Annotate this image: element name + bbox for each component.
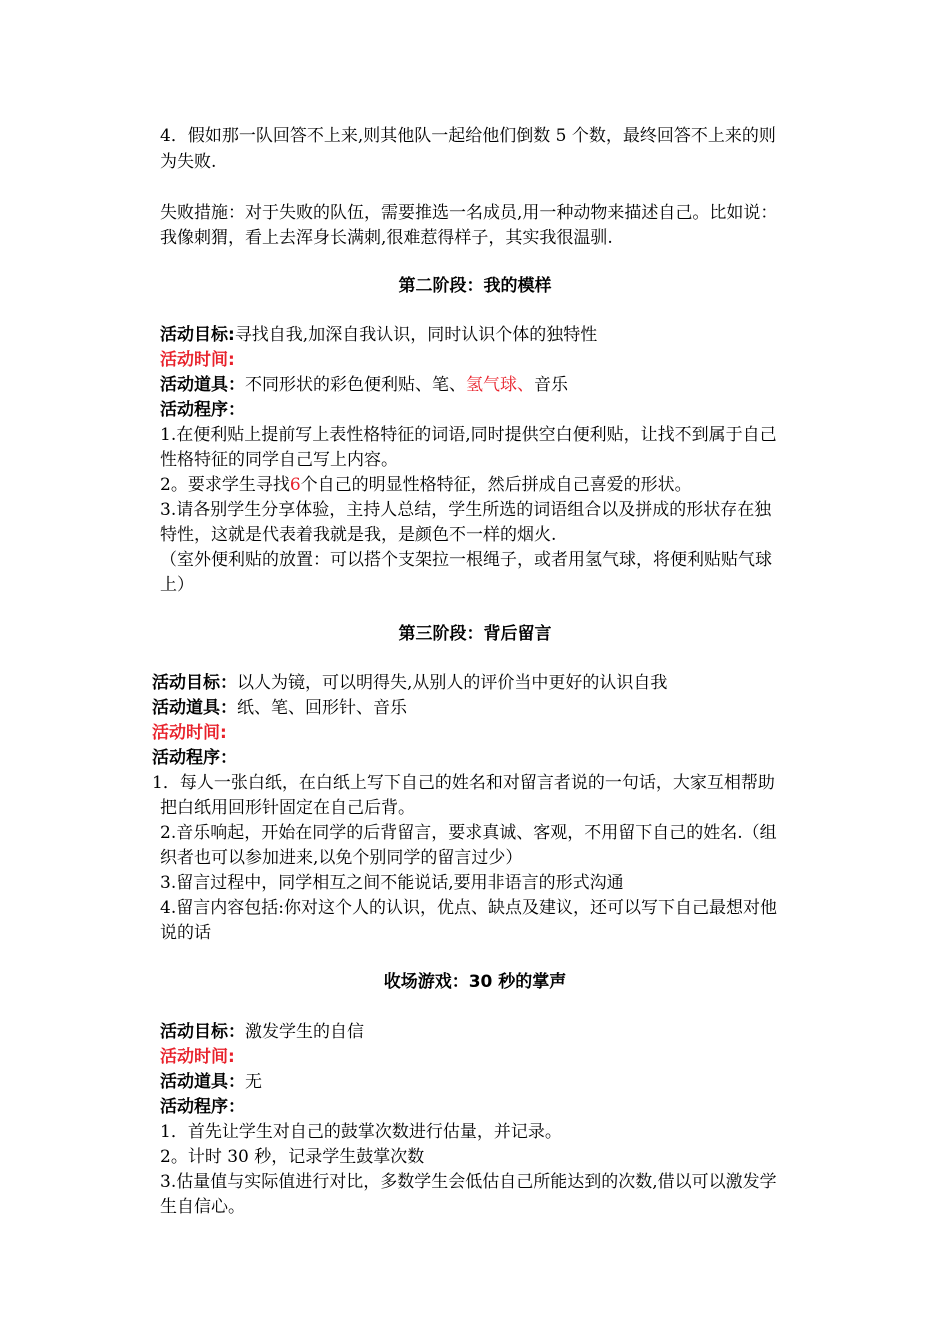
stage2-step3-line-1: 3.请各别学生分享体验，主持人总结，学生所选的词语组合以及拼成的形状存在独 <box>160 500 772 520</box>
stage3-step4-line-1: 4.留言内容包括:你对这个人的认识，优点、缺点及建议，还可以写下自己最想对他 <box>160 898 777 918</box>
stage2-props-label: 活动道具： <box>160 375 245 395</box>
closing-step2: 2。计时 30 秒，记录学生鼓掌次数 <box>160 1147 425 1167</box>
stage2-step1-line-2: 性格特征的同学自己写上内容。 <box>160 450 398 470</box>
stage3-step4-line-2: 说的话 <box>160 923 211 943</box>
stage2-note-line-2: 上） <box>160 575 194 595</box>
stage2-step2-number: 6 <box>289 475 301 495</box>
closing-step3-line-1: 3.估量值与实际值进行对比，多数学生会低估自己所能达到的次数,借以可以激发学 <box>160 1172 777 1192</box>
stage2-goal <box>160 323 597 347</box>
stage3-title: 第三阶段：背后留言 <box>398 624 552 644</box>
closing-props-label: 活动道具： <box>160 1072 245 1092</box>
stage3-step1-line-2: 把白纸用回形针固定在自己后背。 <box>160 798 415 818</box>
rule-4-line-2: 为失败. <box>160 152 217 172</box>
stage3-props-label: 活动道具： <box>152 698 237 718</box>
stage3-proc-label: 活动程序： <box>152 748 237 768</box>
stage2-step2-a: 2。要求学生寻找 <box>160 475 290 495</box>
stage3-props-text: 纸、笔、回形针、音乐 <box>237 698 407 718</box>
penalty-line-2: 我像刺猬，看上去浑身长满刺,很难惹得样子，其实我很温驯. <box>160 228 613 248</box>
stage2-title: 第二阶段：我的模样 <box>398 276 552 296</box>
closing-goal-text: 激发学生的自信 <box>245 1022 364 1042</box>
stage2-step3-line-2: 特性，这就是代表着我就是我，是颜色不一样的烟火. <box>160 525 557 545</box>
closing-proc-label: 活动程序： <box>160 1097 245 1117</box>
stage3-props <box>152 696 407 720</box>
rule-4-line-1: 4．假如那一队回答不上来,则其他队一起给他们倒数 5 个数，最终回答不上来的则 <box>160 126 776 146</box>
stage2-proc-label: 活动程序： <box>160 400 245 420</box>
closing-step1: 1．首先让学生对自己的鼓掌次数进行估量，并记录。 <box>160 1122 562 1142</box>
stage3-goal-text: 以人为镜，可以明得失,从别人的评价当中更好的认识自我 <box>237 673 668 693</box>
closing-title: 收场游戏：30 秒的掌声 <box>383 972 567 992</box>
stage2-step1-line-1: 1.在便利贴上提前写上表性格特征的词语,同时提供空白便利贴，让找不到属于自己 <box>160 425 777 445</box>
closing-goal-label: 活动目标： <box>160 1022 245 1042</box>
stage3-goal <box>152 671 667 695</box>
stage2-props-text-a: 不同形状的彩色便利贴、笔、 <box>245 375 466 395</box>
stage3-time-label: 活动时间: <box>152 723 227 743</box>
penalty-line-1: 失败措施：对于失败的队伍，需要推选一名成员,用一种动物来描述自己。比如说： <box>160 203 778 223</box>
stage2-step2 <box>160 473 692 497</box>
stage2-props-text-b: 音乐 <box>534 375 568 395</box>
closing-props-text: 无 <box>245 1072 262 1092</box>
stage2-goal-text: 寻找自我,加深自我认识，同时认识个体的独特性 <box>234 325 598 345</box>
closing-step3-line-2: 生自信心。 <box>160 1197 245 1217</box>
stage2-goal-label: 活动目标: <box>160 325 235 345</box>
stage2-props-text-red: 氢气球、 <box>466 375 534 395</box>
closing-time-label: 活动时间: <box>160 1047 235 1067</box>
stage3-step3: 3.留言过程中，同学相互之间不能说话,要用非语言的形式沟通 <box>160 873 624 893</box>
stage3-goal-label: 活动目标： <box>152 673 237 693</box>
closing-goal <box>160 1020 364 1044</box>
stage3-step2-line-1: 2.音乐响起，开始在同学的后背留言，要求真诚、客观，不用留下自己的姓名.（组 <box>160 823 777 843</box>
closing-props <box>160 1070 262 1094</box>
stage2-step2-b: 个自己的明显性格特征，然后拼成自己喜爱的形状。 <box>300 475 692 495</box>
stage2-note-line-1: （室外便利贴的放置：可以搭个支架拉一根绳子，或者用氢气球，将便利贴贴气球 <box>160 550 772 570</box>
stage3-step2-line-2: 织者也可以参加进来,以免个别同学的留言过少） <box>160 848 523 868</box>
stage3-step1-line-1: 1．每人一张白纸，在白纸上写下自己的姓名和对留言者说的一句话，大家互相帮助 <box>152 773 775 793</box>
stage2-time-label: 活动时间: <box>160 350 235 370</box>
stage2-props <box>160 373 568 397</box>
